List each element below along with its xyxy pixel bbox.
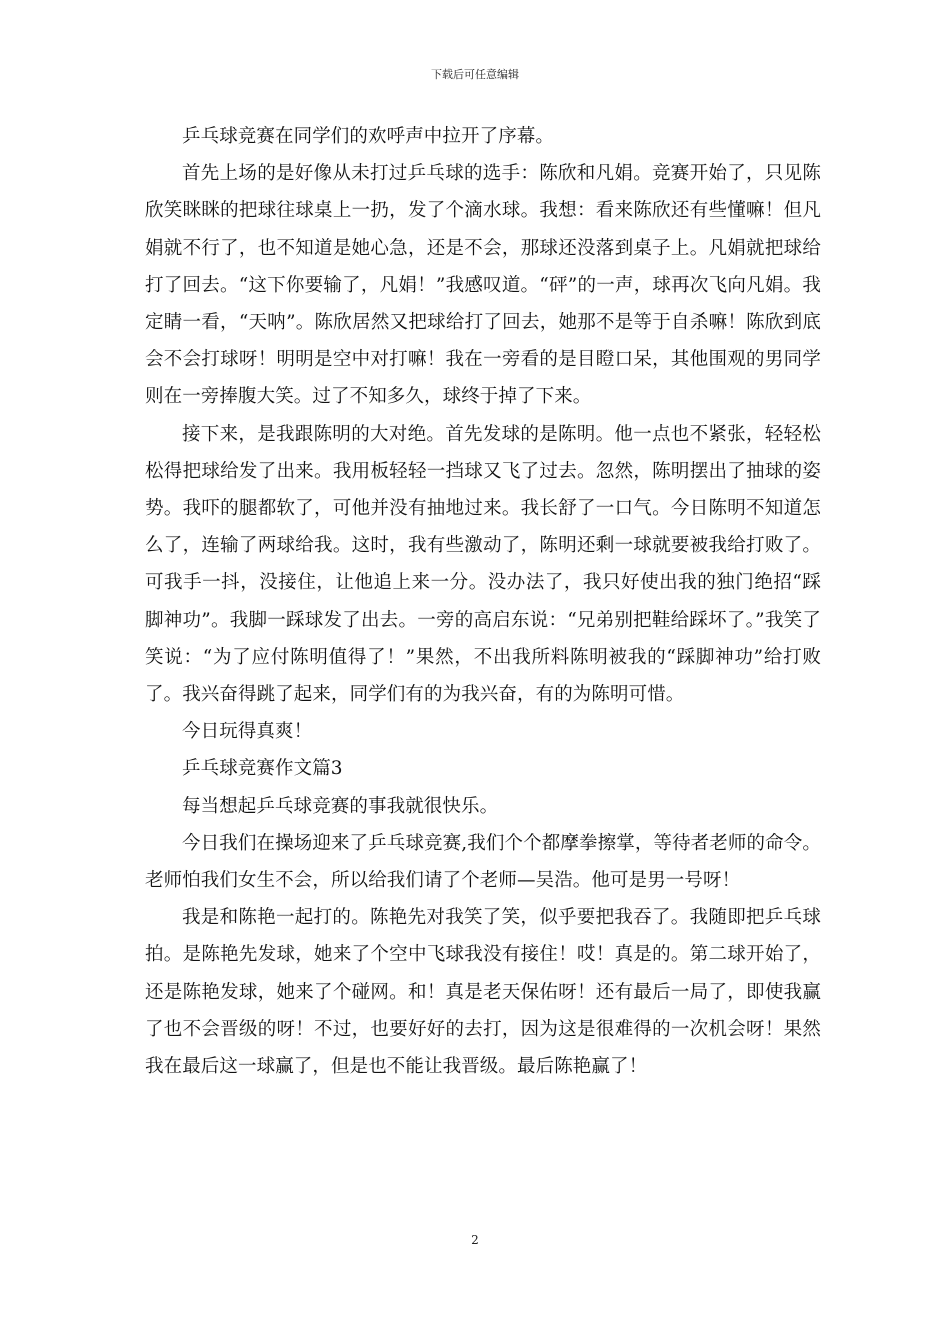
paragraph-3: 接下来，是我跟陈明的大对绝。首先发球的是陈明。他一点也不紧张，轻轻松松得把球给发了出来。我用板轻轻一挡球又飞了过去。忽然，陈明摆出了抽球的姿势。我吓的腿都软了，可他并没有抽地过来。我长舒了一口气。今日陈明不知道怎么了，连输了两球给我。这时，我有些激动了，陈明还剩一球就要被我给打败了。可我手一抖，没接住，让他追上来一分。没办法了，我只好使出我的独门绝招“踩脚神功”。我脚一踩球发了出去。一旁的高启东说：“兄弟别把鞋给踩坏了。”我笑了笑说：“为了应付陈明值得了！”果然，不出我所料陈明被我的“踩脚神功”给打败了。我兴奋得跳了起来，同学们有的为我兴奋，有的为陈明可惜。 xyxy=(145,423,821,706)
document-body xyxy=(145,118,821,1085)
page-header: 下载后可任意编辑 xyxy=(431,68,519,81)
page-number: 2 xyxy=(471,1233,479,1247)
paragraph-6: 今日我们在操场迎来了乒乓球竞赛,我们个个都摩拳擦掌，等待者老师的命令。老师怕我们女生不会，所以给我们请了个老师—吴浩。他可是男一号呀！ xyxy=(145,832,821,892)
section-title: 乒乓球竞赛作文篇3 xyxy=(182,758,343,780)
paragraph-1: 乒乓球竞赛在同学们的欢呼声中拉开了序幕。 xyxy=(182,126,555,147)
paragraph-7: 我是和陈艳一起打的。陈艳先对我笑了笑，似乎要把我吞了。我随即把乒乓球拍。是陈艳先发球，她来了个空中飞球我没有接住！哎！真是的。第二球开始了，还是陈艳发球，她来了个碰网。和！真是老天保佑呀！还有最后一局了，即使我赢了也不会晋级的呀！不过，也要好好的去打，因为这是很难得的一次机会呀！果然我在最后这一球赢了，但是也不能让我晋级。最后陈艳赢了！ xyxy=(145,907,821,1078)
paragraph-5: 每当想起乒乓球竞赛的事我就很快乐。 xyxy=(182,795,499,817)
paragraph-4: 今日玩得真爽！ xyxy=(182,721,313,743)
paragraph-2: 首先上场的是好像从未打过乒乓球的选手：陈欣和凡娟。竞赛开始了，只见陈欣笑眯眯的把球往球桌上一扔，发了个滴水球。我想：看来陈欣还有些懂嘛！但凡娟就不行了，也不知道是她心急，还是不会，那球还没落到桌子上。凡娟就把球给打了回去。“这下你要输了，凡娟！”我感叹道。“砰”的一声，球再次飞向凡娟。我定睛一看，“天呐”。陈欣居然又把球给打了回去，她那不是等于自杀嘛！陈欣到底会不会打球呀！明明是空中对打嘛！我在一旁看的是目瞪口呆，其他围观的男同学则在一旁捧腹大笑。过了不知多久，球终于掉了下来。 xyxy=(145,163,821,408)
